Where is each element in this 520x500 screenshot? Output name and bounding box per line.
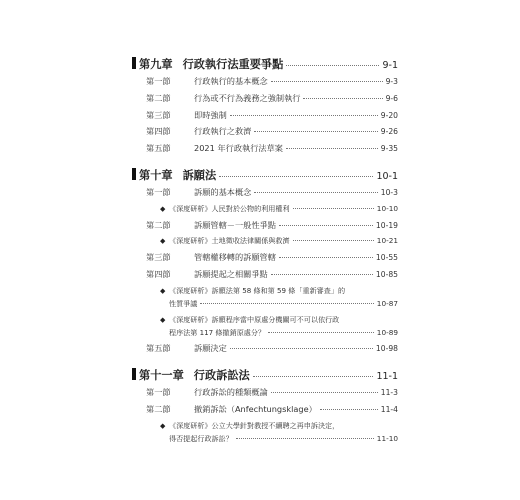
analysis-entry [132,286,398,299]
section-page: 10-85 [375,269,398,279]
section-number: 第三節 [146,109,171,120]
dot-leader [253,376,374,377]
dot-leader [303,98,382,99]
section-title: 管轄權移轉的訴願管轄 [194,252,276,263]
section-number: 第二節 [146,403,171,414]
section-title: 行政執行的基本概念 [194,76,268,86]
analysis-page: 11-10 [376,433,398,443]
analysis-page: 10-10 [376,203,398,213]
analysis-title-continued: 程序法第 117 條撤銷原處分？ [169,327,266,337]
dot-leader [279,225,373,226]
section-entry [132,126,398,143]
dot-leader [293,240,374,241]
chapter-heading [132,367,398,387]
dot-leader [286,148,378,149]
section-title: 即時強制 [194,109,227,120]
section-entry [132,404,398,421]
section-entry [132,93,398,110]
analysis-title: 《深度研析》訴願法第 58 條和第 59 條「重新審查」的 [169,285,346,295]
section-number: 第一節 [146,387,171,398]
analysis-entry [132,236,398,252]
analysis-title-continued: 得否提起行政訴訟？ [169,433,233,443]
dot-leader [320,409,378,410]
analysis-entry-continued [132,434,398,450]
diamond-icon: ◆ [160,204,166,213]
section-title: 訴願的基本概念 [194,186,252,197]
dot-leader [293,208,374,209]
section-number: 第二節 [146,92,171,103]
section-title: 訴願管轄－一般性爭點 [194,219,276,230]
chapter-number: 第十章 [139,168,173,182]
analysis-title-continued: 性質爭議 [169,298,198,308]
chapter-marker [132,368,136,380]
section-title: 訴願決定 [194,343,227,354]
dot-leader [219,176,373,177]
analysis-entry-continued [132,328,398,344]
section-page: 9-20 [380,110,398,120]
section-page: 9-35 [380,144,398,154]
diamond-icon: ◆ [160,421,166,430]
analysis-entry-continued [132,299,398,315]
chapter-marker [132,57,136,69]
chapter-heading [132,167,398,187]
section-entry [132,343,398,360]
section-entry [132,76,398,93]
analysis-page: 10-87 [376,298,398,308]
section-entry [132,252,398,269]
analysis-title: 《深度研析》訴願程序當中原處分機關可不可以依行政 [169,314,340,324]
section-number: 第二節 [146,219,171,230]
dot-leader [230,115,378,116]
dot-leader [236,438,374,439]
diamond-icon: ◆ [160,315,166,324]
section-entry [132,110,398,127]
analysis-page: 10-21 [376,236,398,246]
section-page: 9-26 [380,127,398,137]
analysis-title: 《深度研析》人民對於公物的利用權利 [169,203,290,213]
dot-leader [254,192,377,193]
analysis-title: 《深度研析》公立大學針對教授不續聘之再申訴決定， [169,420,340,430]
section-entry [132,269,398,286]
section-entry [132,220,398,237]
section-title: 行政執行之救濟 [194,126,252,137]
section-number: 第四節 [146,268,171,279]
section-title: 行政訴訟的種類概論 [194,387,268,398]
section-title: 行為或不行為義務之強制執行 [194,92,301,103]
section-page: 11-4 [380,404,398,414]
chapter-title: 行政訴訟法 [193,369,250,383]
section-entry [132,187,398,204]
section-number: 第一節 [146,186,171,197]
section-number: 第五節 [146,343,171,354]
dot-leader [271,392,378,393]
dot-leader [271,81,383,82]
chapter-page: 11-1 [376,371,398,383]
dot-leader [200,303,373,304]
chapter-heading [132,56,398,76]
dot-leader [271,274,373,275]
section-page: 10-3 [380,187,398,197]
chapter-marker [132,168,136,180]
section-page: 11-3 [380,388,398,398]
section-entry [132,387,398,404]
diamond-icon: ◆ [160,286,166,295]
analysis-entry [132,421,398,434]
dot-leader [254,131,377,132]
section-number: 第四節 [146,126,171,137]
section-entry [132,143,398,160]
chapter-title: 行政執行法重要爭點 [182,58,284,71]
chapter-number: 第十一章 [139,369,184,383]
section-title: 2021 年行政執行法草案 [194,143,283,154]
dot-leader [279,257,373,258]
analysis-page: 10-89 [376,327,398,337]
section-title: 撤銷訴訟（Anfechtungsklage） [194,403,317,414]
section-number: 第五節 [146,143,171,154]
chapter-title: 訴願法 [182,168,217,182]
section-page: 10-55 [375,253,398,263]
analysis-entry [132,315,398,328]
section-page: 9-3 [385,77,398,86]
analysis-title: 《深度研析》土地徵收法律關係與救濟 [169,236,290,246]
section-title: 訴願提起之相關爭點 [194,268,268,279]
section-number: 第一節 [146,76,171,86]
dot-leader [230,348,373,349]
section-page: 10-19 [375,220,398,230]
chapter-page: 9-1 [382,60,398,71]
section-number: 第三節 [146,252,171,263]
diamond-icon: ◆ [160,237,166,246]
section-page: 10-98 [375,344,398,354]
section-page: 9-6 [385,93,398,103]
dot-leader [286,65,379,66]
analysis-entry [132,204,398,220]
dot-leader [268,332,374,333]
chapter-page: 10-1 [376,170,398,182]
table-of-contents [132,50,398,450]
chapter-number: 第九章 [139,58,173,71]
